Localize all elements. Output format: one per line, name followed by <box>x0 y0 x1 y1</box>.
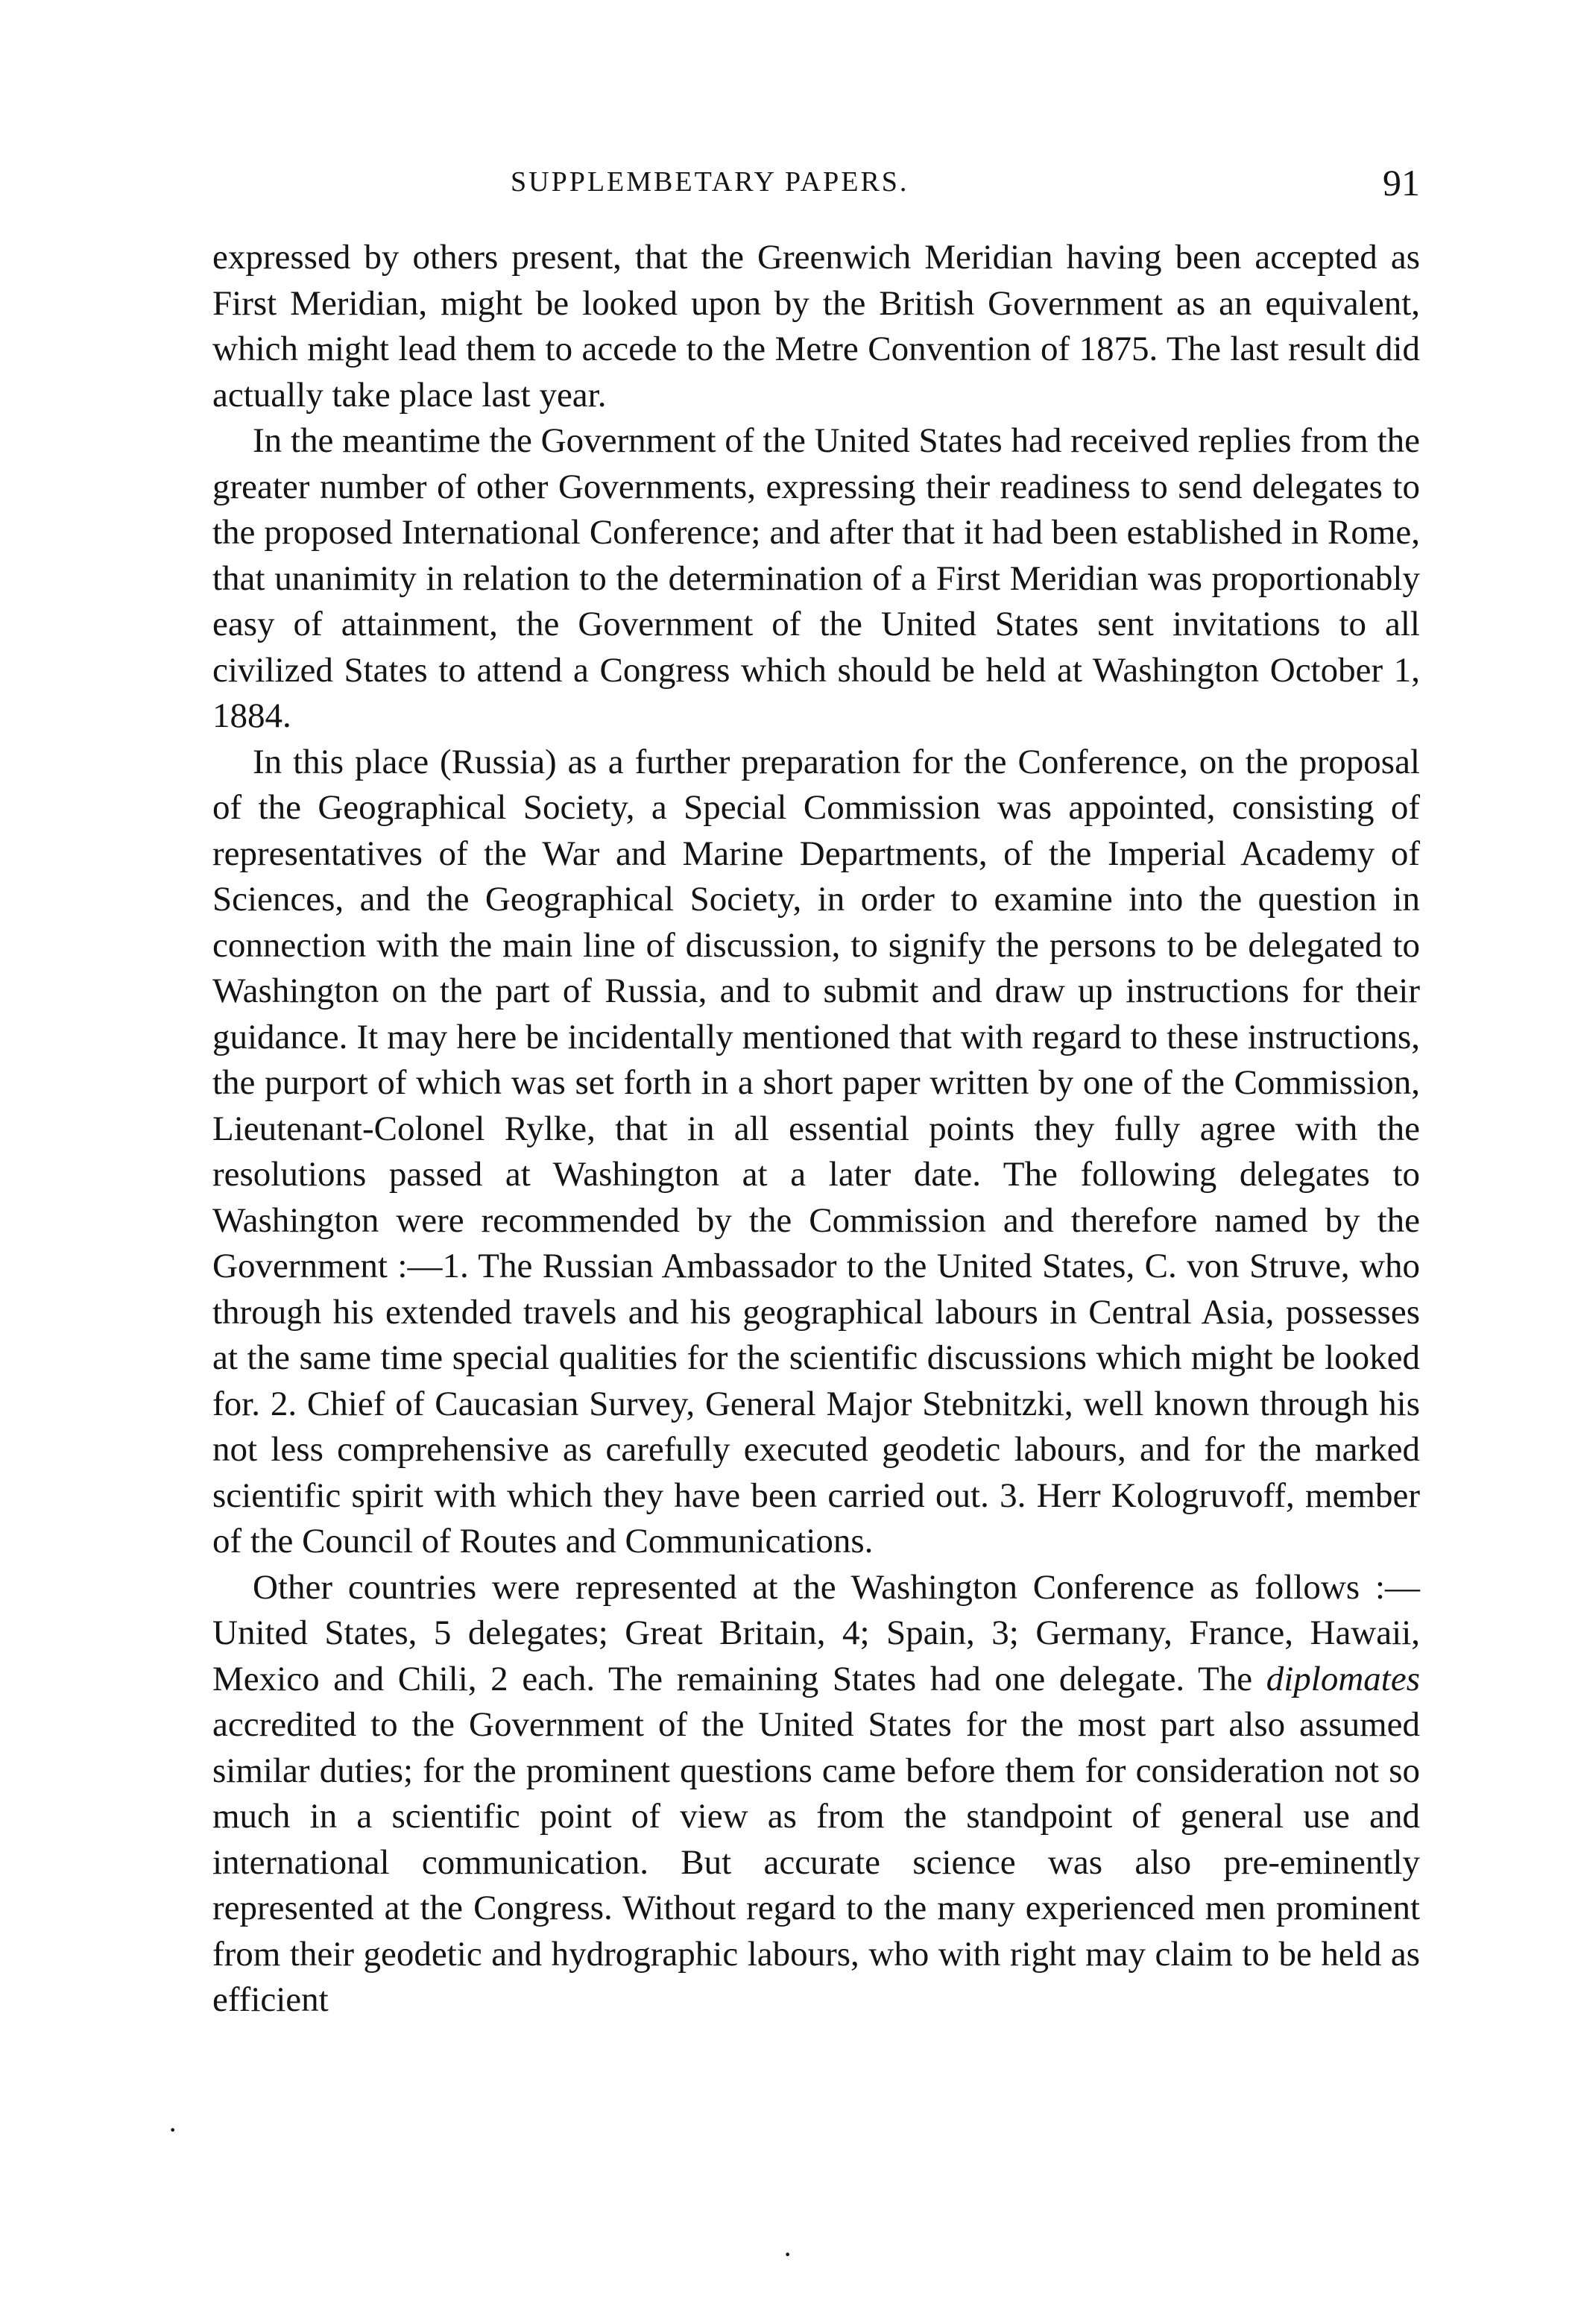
paragraph <box>212 235 1420 418</box>
page-number: 91 <box>1383 162 1420 204</box>
paragraph <box>212 740 1420 1565</box>
paragraph <box>212 1565 1420 2024</box>
paragraph-text: In the meantime the Government of the United States had received replies from the greater number of other Governments, expressing their readiness to send delegates to the proposed International Conference; and after that it had been established in Rome, that unanimity in relation to the determination of a First Meridian was proportionably easy of attainment, the Government of the United States sent invitations to all civilized States to attend a Congress which should be held at Washington October 1, 1884. <box>212 421 1420 735</box>
paragraph-text: accredited to the Government of the United States for the most part also assumed similar duties; for the prominent questions came before them for consideration not so much in a scientific point of view as from the standpoint of general use and international communication. But accurate science was also pre-eminently represented at the Congress. Without regard to the many experienced men prominent from their geodetic and hydrographic labours, who with right may claim to be held as efficient <box>212 1705 1420 2019</box>
bottom-dot: · <box>783 2238 793 2271</box>
running-title: SUPPLEMBETARY PAPERS. <box>511 166 909 198</box>
margin-dot: · <box>168 2113 178 2147</box>
body-text <box>212 235 1420 2024</box>
running-head <box>212 162 1420 210</box>
paragraph-text: Other countries were represented at the Washington Conference as follows :—United States, 5 delegates; Great Britain, 4; Spain, 3; Germany, France, Hawaii, Mexico and Chili, 2 each. The remaining States had one delegate. The <box>212 1567 1420 1698</box>
italic-text: diplomates <box>1266 1659 1420 1698</box>
paragraph-text: In this place (Russia) as a further preparation for the Conference, on the proposal of the Geographical Society, a Special Commission was appointed, consisting of representatives of the War and Marine Departments, of the Imperial Academy of Sciences, and the Geographical Society, in order to examine into the question in connection with the main line of discussion, to signify the persons to be delegated to Washington on the part of Russia, and to submit and draw up instructions for their guidance. It may here be incidentally mentioned that with regard to these instructions, the purport of which was set forth in a short paper written by one of the Commission, Lieutenant-Colonel Rylke, that in all essential points they fully agree with the resolutions passed at Washington at a later date. The following delegates to Washington were recommended by the Commission and therefore named by the Government :—1. The Russian Ambassador to the United States, C. von Struve, who through his extended travels and his geographical labours in Central Asia, possesses at the same time special qualities for the scientific discussions which might be looked for. 2. Chief of Caucasian Survey, General Major Stebnitzki, well known through his not less comprehensive as carefully executed geodetic labours, and for the marked scientific spirit with which they have been carried out. 3. Herr Kologruvoff, member of the Council of Routes and Communications. <box>212 742 1420 1561</box>
paragraph <box>212 418 1420 740</box>
paragraph-text: expressed by others present, that the Greenwich Meridian having been accepted as First Meridian, might be looked upon by the British Government as an equivalent, which might lead them to accede to the Metre Convention of 1875. The last result did actually take place last year. <box>212 238 1420 415</box>
